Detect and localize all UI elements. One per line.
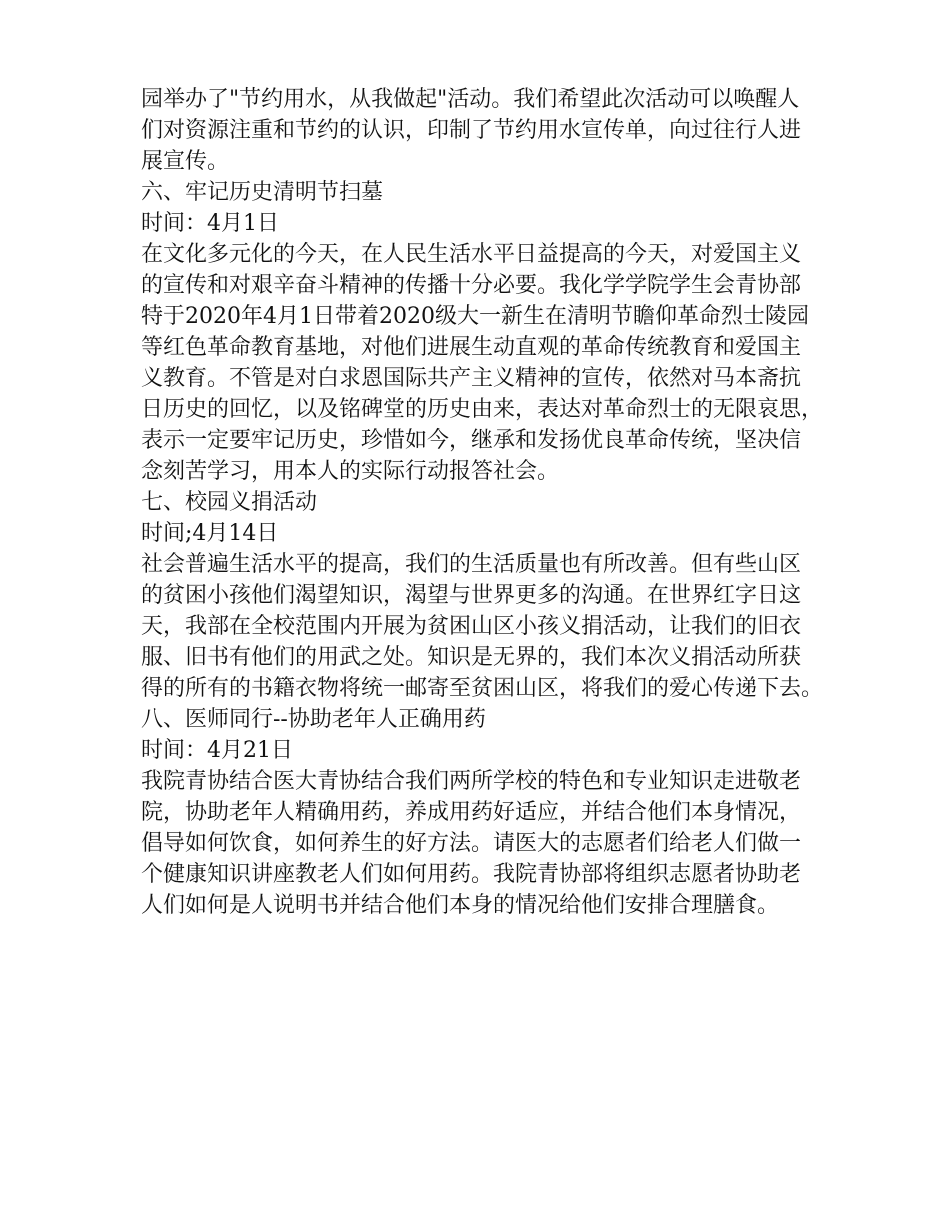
text-line: 园举办了"节约用水，从我做起"活动。我们希望此次活动可以唤醒人 (141, 87, 800, 112)
text-line: 倡导如何饮食，如何养生的好方法。请医大的志愿者们给老人们做一 (141, 831, 802, 856)
text-line: 等红色革命教育基地，对他们进展生动直观的革命传统教育和爱国主 (141, 335, 802, 360)
section-heading-8: 八、医师同行--协助老年人正确用药 (141, 707, 486, 732)
text-line: 们对资源注重和节约的认识，印制了节约用水宣传单，向过往行人进 (141, 118, 802, 143)
text-line: 个健康知识讲座教老人们如何用药。我院青协部将组织志愿者协助老 (141, 862, 802, 887)
text-line: 我院青协结合医大青协结合我们两所学校的特色和专业知识走进敬老 (141, 769, 802, 794)
section-heading-7: 七、校园义捐活动 (141, 490, 318, 515)
text-line: 院，协助老年人精确用药，养成用药好适应，并结合他们本身情况， (141, 800, 802, 825)
document-body (141, 84, 824, 921)
section-date-7: 时间;4月14日 (141, 521, 279, 546)
text-line: 服、旧书有他们的用武之处。知识是无界的，我们本次义捐活动所获 (141, 645, 802, 670)
text-line: 的宣传和对艰辛奋斗精神的传播十分必要。我化学学院学生会青协部 (141, 273, 802, 298)
text-line: 日历史的回忆，以及铭碑堂的历史由来，表达对革命烈士的无限哀思， (141, 397, 824, 422)
section-date-6: 时间：4月1日 (141, 211, 279, 236)
text-line: 人们如何是人说明书并结合他们本身的情况给他们安排合理膳食。 (141, 893, 780, 918)
section-heading-6: 六、牢记历史清明节扫墓 (141, 180, 384, 205)
text-line: 得的所有的书籍衣物将统一邮寄至贫困山区，将我们的爱心传递下去。 (141, 676, 824, 701)
section-date-8: 时间：4月21日 (141, 738, 293, 763)
text-line: 表示一定要牢记历史，珍惜如今，继承和发扬优良革命传统，坚决信 (141, 428, 802, 453)
text-line: 念刻苦学习，用本人的实际行动报答社会。 (141, 459, 560, 484)
text-line: 特于2020年4月1日带着2020级大一新生在清明节瞻仰革命烈士陵园 (141, 304, 809, 329)
text-line: 在文化多元化的今天，在人民生活水平日益提高的今天，对爱国主义 (141, 242, 802, 267)
text-line: 展宣传。 (141, 149, 230, 174)
text-line: 天，我部在全校范围内开展为贫困山区小孩义捐活动，让我们的旧衣 (141, 614, 802, 639)
text-line: 社会普遍生活水平的提高，我们的生活质量也有所改善。但有些山区 (141, 552, 802, 577)
text-line: 义教育。不管是对白求恩国际共产主义精神的宣传，依然对马本斋抗 (141, 366, 802, 391)
text-line: 的贫困小孩他们渴望知识，渴望与世界更多的沟通。在世界红字日这 (141, 583, 802, 608)
